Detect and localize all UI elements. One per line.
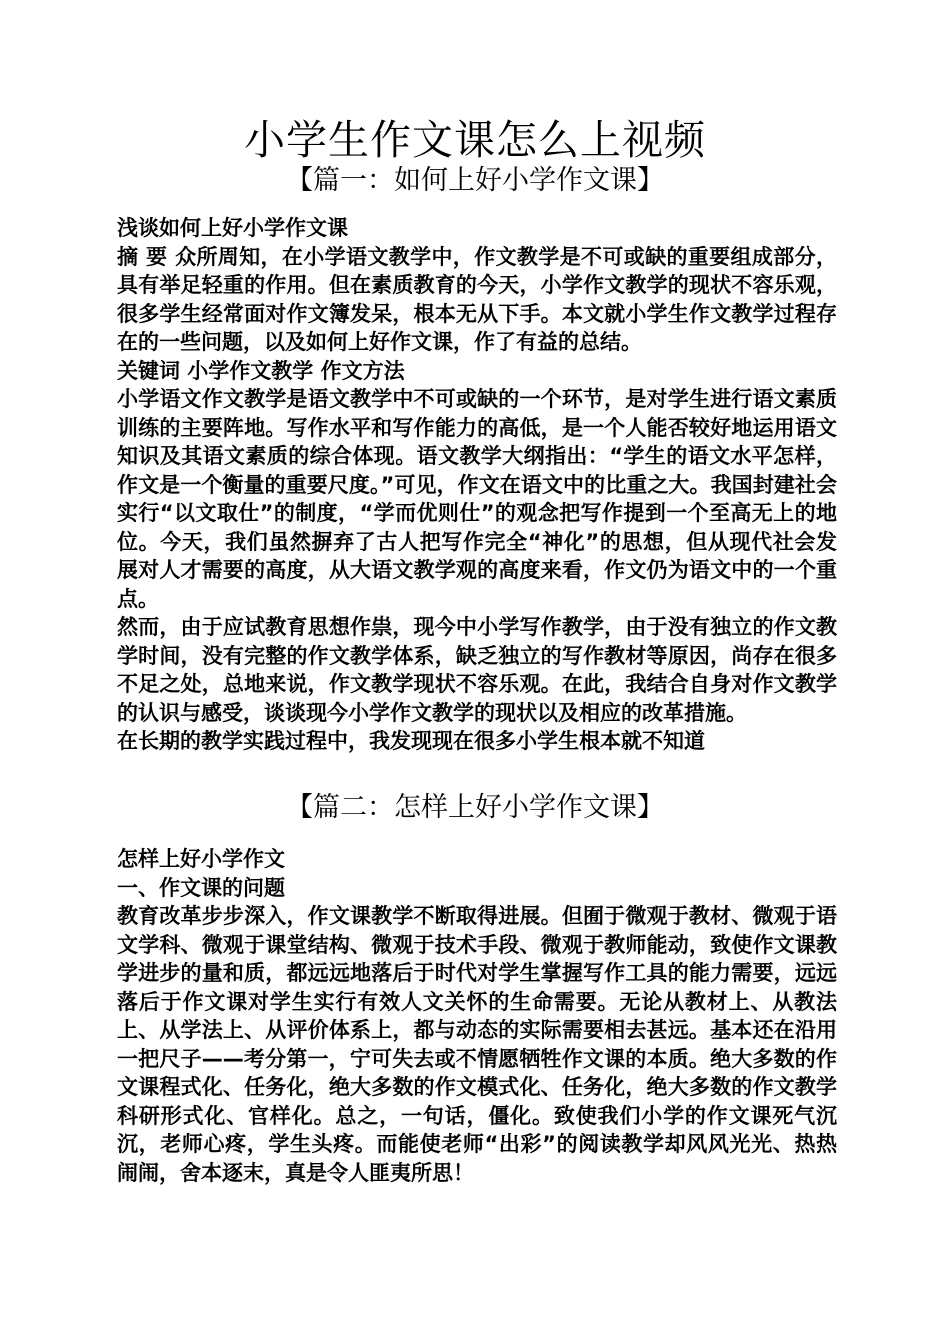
- section1-keywords: 关键词 小学作文教学 作文方法: [117, 358, 405, 383]
- section1-paragraph: 在长期的教学实践过程中，我发现现在很多小学生根本就不知道: [117, 729, 705, 753]
- section2-paragraph: 教育改革步步深入，作文课教学不断取得进展。但囿于微观于教材、微观于语文学科、微观于课堂结构、微观于技术手段、微观于教师能动，致使作文课教学进步的量和质，都远远地落后于时代对学生掌握写作工具的能力需要，远远落后于作文课对学生实行有效人文关怀的生命需要。无论从教材上、从教法上、从学法上、从评价体系上，都与动态的实际需要相去甚远。基本还在沿用一把尺子——考分第一，宁可失去或不情愿牺牲作文课的本质。绝大多数的作文课程式化、任务化，绝大多数的作文模式化、任务化，绝大多数的作文教学科研形式化、官样化。总之，一句话，僵化。致使我们小学的作文课死气沉沉，老师心疼，学生头疼。而能使老师“出彩”的阅读教学却风风光光、热热闹闹，舍本逐末，真是令人匪夷所思！: [117, 904, 837, 1185]
- document-title: 小学生作文课怎么上视频: [244, 116, 706, 164]
- section2-subtitle: 怎样上好小学作文: [117, 847, 285, 871]
- section1-paragraph: 小学语文作文教学是语文教学中不可或缺的一个环节，是对学生进行语文素质训练的主要阵地。写作水平和写作能力的高低，是一个人能否较好地运用语文知识及其语文素质的综合体现。语文教学大纲指出：“学生的语文水平怎样，作文是一个衡量的重要尺度。”可见，作文在语文中的比重之大。我国封建社会实行“以文取仕”的制度，“学而优则仕”的观念把写作提到一个至高无上的地位。今天，我们虽然摒弃了古人把写作完全“神化”的思想，但从现代社会发展对人才需要的高度，从大语文教学观的高度来看，作文仍为语文中的一个重点。: [117, 387, 837, 611]
- section2-subheading: 一、作文课的问题: [117, 875, 285, 900]
- section1-body: [117, 214, 837, 756]
- section2-heading: 【篇二：怎样上好小学作文课】: [286, 792, 664, 823]
- section1-abstract: 摘 要 众所周知，在小学语文教学中，作文教学是不可或缺的重要组成部分，具有举足轻重的作用。但在素质教育的今天，小学作文教学的现状不容乐观，很多学生经常面对作文簿发呆，根本无从下手。本文就小学生作文教学过程存在的一些问题，以及如何上好作文课，作了有益的总结。: [117, 244, 837, 354]
- section2-body: [117, 845, 837, 1187]
- section1-heading: 【篇一：如何上好小学作文课】: [286, 165, 664, 196]
- section1-paragraph: 然而，由于应试教育思想作祟，现今中小学写作教学，由于没有独立的作文教学时间，没有完整的作文教学体系，缺乏独立的写作教材等原因，尚存在很多不足之处，总地来说，作文教学现状不容乐观。在此，我结合自身对作文教学的认识与感受，谈谈现今小学作文教学的现状以及相应的改革措施。: [117, 615, 837, 725]
- section1-subtitle: 浅谈如何上好小学作文课: [117, 216, 348, 240]
